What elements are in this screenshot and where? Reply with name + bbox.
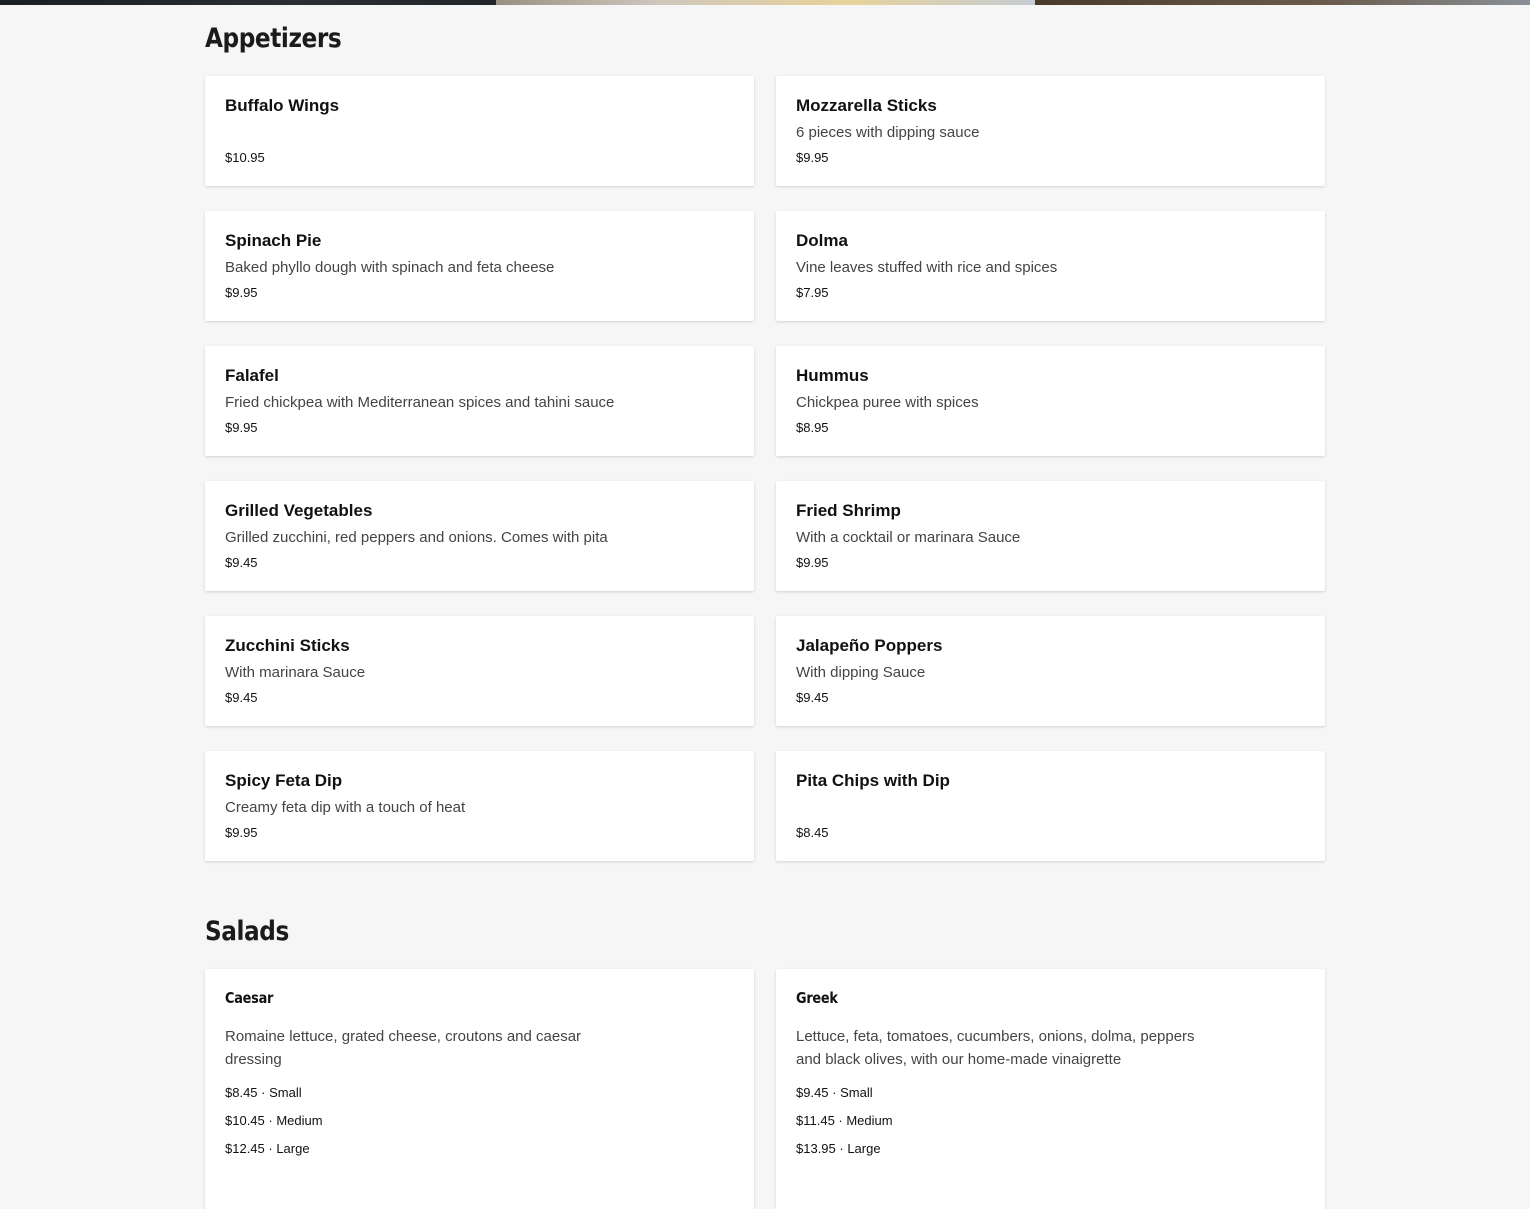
menu-item-price: $9.95 [225, 285, 258, 300]
menu-item-price: $8.45 [796, 825, 829, 840]
menu-item-card[interactable] [776, 211, 1325, 321]
menu-item-name: Zucchini Sticks [225, 636, 350, 655]
menu-item-name: Grilled Vegetables [225, 501, 373, 520]
section-title-salads: Salads [205, 916, 289, 947]
salad-item-description: Romaine lettuce, grated cheese, croutons and caesar dressing [225, 1028, 582, 1068]
menu-item-price: $9.45 [225, 690, 258, 705]
appetizers-section [205, 5, 1325, 886]
menu-item-card[interactable] [776, 751, 1325, 861]
menu-item-price: $9.95 [796, 150, 829, 165]
menu-item-card[interactable] [205, 76, 754, 186]
menu-item-name: Fried Shrimp [796, 501, 901, 520]
salad-item-card[interactable] [776, 969, 1325, 1209]
salads-grid [205, 969, 1325, 1209]
menu-item-description: Chickpea puree with spices [796, 394, 979, 411]
menu-item-description: Fried chickpea with Mediterranean spices and tahini sauce [225, 394, 615, 411]
menu-item-name: Jalapeño Poppers [796, 636, 943, 655]
salad-size-price: $8.45 · Small [225, 1085, 302, 1100]
menu-item-name: Spicy Feta Dip [225, 771, 343, 790]
menu-item-card[interactable] [776, 76, 1325, 186]
menu-item-price: $9.45 [225, 555, 258, 570]
menu-item-name: Spinach Pie [225, 231, 322, 250]
salad-size-price: $12.45 · Large [225, 1141, 310, 1156]
menu-item-name: Dolma [796, 231, 848, 250]
section-title-appetizers: Appetizers [205, 23, 342, 54]
menu-item-name: Buffalo Wings [225, 96, 340, 115]
menu-item-price: $8.95 [796, 420, 829, 435]
salad-size-price: $9.45 · Small [796, 1085, 873, 1100]
menu-container [205, 5, 1325, 1209]
salads-section [205, 912, 1325, 1209]
menu-item-price: $9.95 [225, 825, 258, 840]
salad-item-name: Caesar [225, 989, 274, 1007]
menu-item-description: Creamy feta dip with a touch of heat [225, 799, 466, 816]
menu-item-card[interactable] [205, 211, 754, 321]
appetizers-grid [205, 76, 1325, 886]
menu-item-card[interactable] [205, 481, 754, 591]
menu-item-description: Grilled zucchini, red peppers and onions. Comes with pita [225, 529, 608, 546]
menu-item-description: Vine leaves stuffed with rice and spices [796, 259, 1058, 276]
salad-item-name: Greek [796, 989, 838, 1007]
menu-item-description: With marinara Sauce [225, 664, 366, 681]
menu-item-price: $7.95 [796, 285, 829, 300]
menu-item-card[interactable] [205, 616, 754, 726]
menu-item-description: With dipping Sauce [796, 664, 926, 681]
menu-item-card[interactable] [776, 616, 1325, 726]
menu-item-price: $9.45 [796, 690, 829, 705]
salad-size-list [796, 1085, 1305, 1157]
salad-size-price: $13.95 · Large [796, 1141, 881, 1156]
menu-item-description: With a cocktail or marinara Sauce [796, 529, 1021, 546]
menu-item-description: 6 pieces with dipping sauce [796, 124, 980, 141]
menu-item-price: $10.95 [225, 150, 265, 165]
salad-item-description: Lettuce, feta, tomatoes, cucumbers, onions, dolma, peppers and black olives, with our home-made vinaigrette [796, 1028, 1195, 1068]
menu-item-card[interactable] [776, 481, 1325, 591]
salad-size-list [225, 1085, 734, 1157]
menu-item-price: $9.95 [225, 420, 258, 435]
salad-size-price: $10.45 · Medium [225, 1113, 323, 1128]
menu-item-card[interactable] [205, 346, 754, 456]
menu-item-name: Falafel [225, 366, 279, 385]
menu-item-description: Baked phyllo dough with spinach and feta cheese [225, 259, 555, 276]
menu-item-name: Pita Chips with Dip [796, 771, 950, 790]
menu-item-name: Mozzarella Sticks [796, 96, 937, 115]
salad-item-card[interactable] [205, 969, 754, 1209]
menu-item-card[interactable] [776, 346, 1325, 456]
salad-size-price: $11.45 · Medium [796, 1113, 893, 1128]
menu-item-description [796, 798, 1305, 818]
menu-item-description [225, 123, 734, 143]
menu-item-price: $9.95 [796, 555, 829, 570]
menu-item-card[interactable] [205, 751, 754, 861]
menu-item-name: Hummus [796, 366, 869, 385]
